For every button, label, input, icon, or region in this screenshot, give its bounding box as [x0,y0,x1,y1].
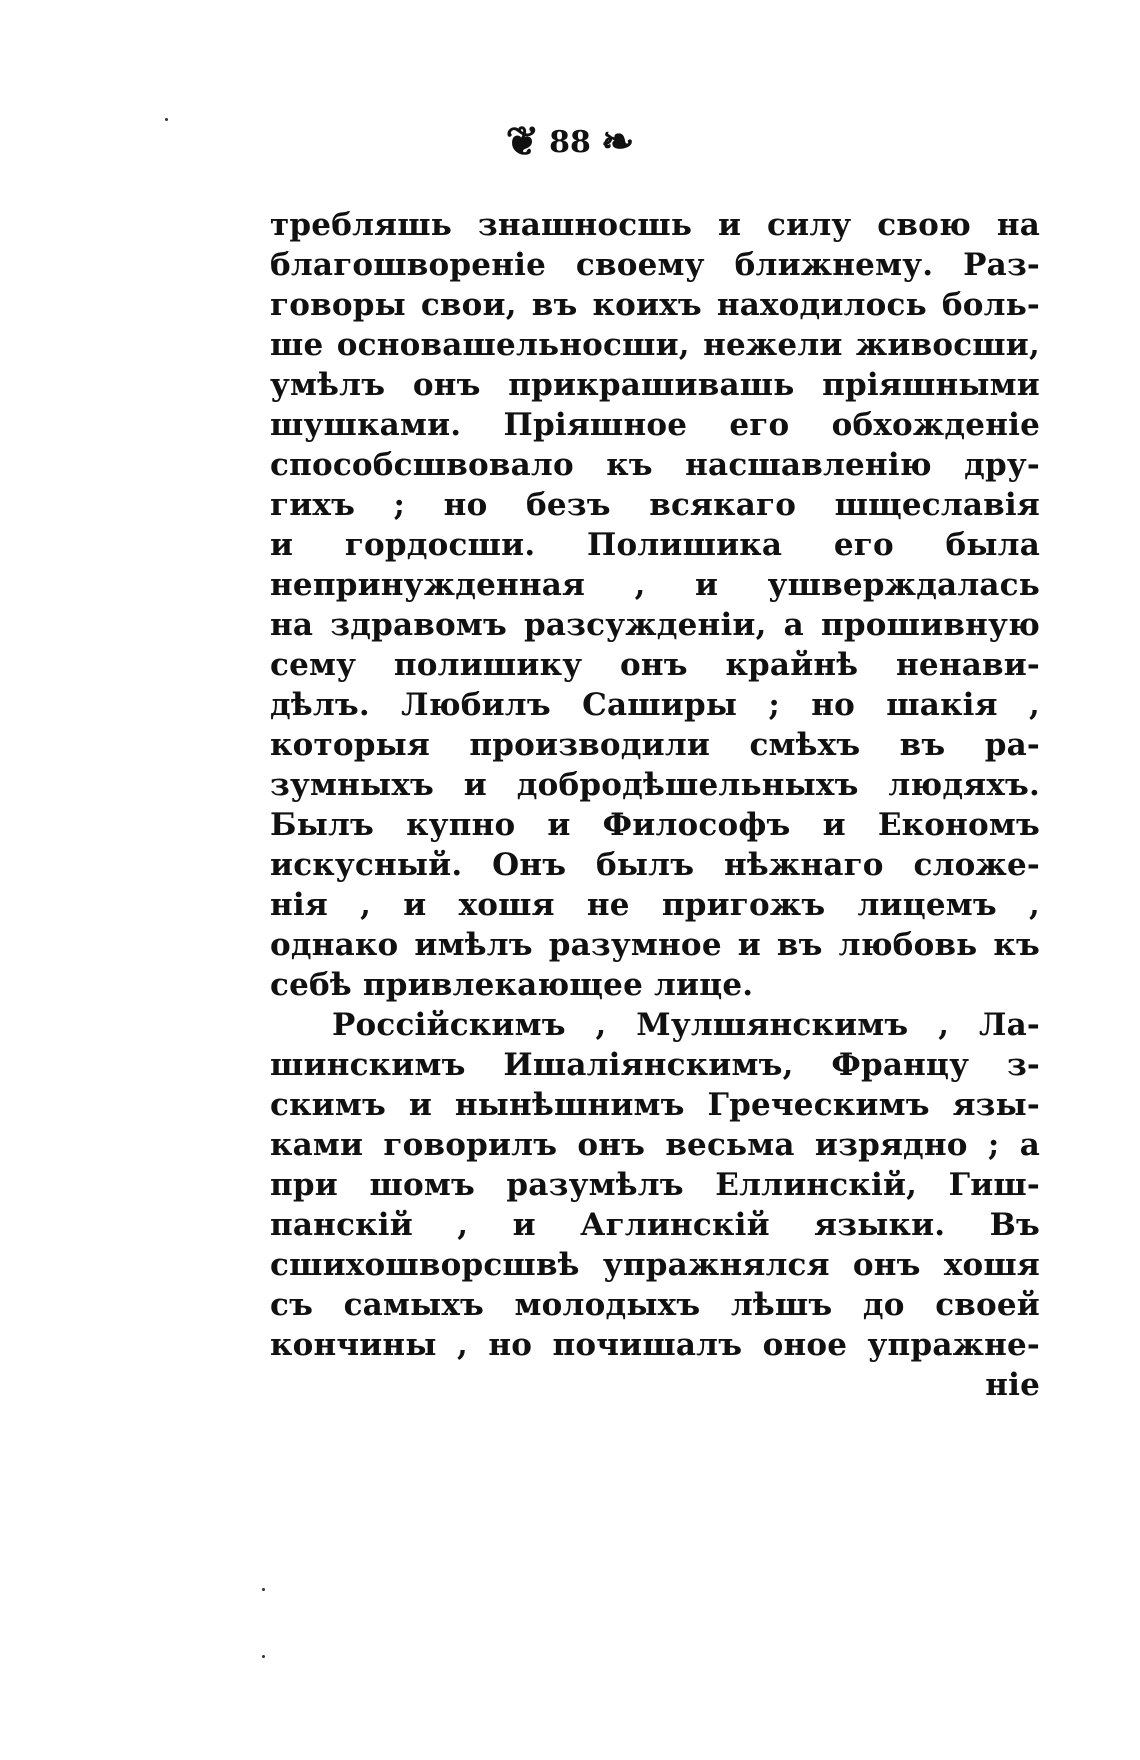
text-line: говоры свои, въ коихъ находилось боль- [270,287,1040,323]
text-line: скимъ и нынѣшнимъ Греческимъ язы- [270,1087,1040,1123]
ornament-left-icon: ❦ [505,118,540,165]
text-line: на здравомъ разсужденіи, а прошивную [270,607,1040,643]
print-speck [262,1588,265,1591]
text-line: сему полишику онъ крайнѣ ненави- [270,647,1040,683]
print-speck [165,118,168,121]
text-line: умѣлъ онъ прикрашивашь пріяшными [270,367,1040,403]
text-line: шинскимъ Ишаліянскимъ, Францу з- [270,1047,1040,1083]
catchword: ніе [985,1367,1040,1403]
text-line: дѣлъ. Любилъ Саширы ; но шакія , [270,687,1040,723]
text-line: ше основашельносши, нежели живосши, [270,327,1040,363]
text-line: нія , и хошя не пригожъ лицемъ , [270,887,1040,923]
text-line: сшихошворсшвѣ упражнялся онъ хошя [270,1247,1040,1283]
text-line: искусный. Онъ былъ нѣжнаго сложе- [270,847,1040,883]
ornament-right-icon: ❧ [600,118,635,165]
page-header [0,112,1140,172]
text-line: себѣ привлекающее лице. [270,967,754,1003]
text-line: и гордосши. Полишика его была [270,527,1040,563]
text-line: при шомъ разумѣлъ Еллинскій, Гиш- [270,1167,1040,1203]
text-line: способсшвовало къ насшавленію дру- [270,447,1040,483]
text-line: ками говорилъ онъ весьма изрядно ; а [270,1127,1040,1163]
page-number: 88 [549,124,591,160]
text-line: кончины , но почишалъ оное упражне- [270,1327,1040,1363]
text-line: непринужденная , и ушверждалась [270,567,1040,603]
text-line: Былъ купно и Философъ и Економъ [270,807,1040,843]
text-line: однако имѣлъ разумное и въ любовь къ [270,927,1040,963]
body-text [270,205,1040,1405]
text-line: которыя производили смѣхъ въ ра- [270,727,1040,763]
text-line: панскій , и Аглинскій языки. Въ [270,1207,1040,1243]
text-line: шушками. Пріяшное его обхожденіе [270,407,1040,443]
text-line: гихъ ; но безъ всякаго шщеславія [270,487,1040,523]
text-line: Россійскимъ , Мулшянскимъ , Ла- [332,1007,1040,1043]
text-line: благошвореніе своему ближнему. Раз- [270,247,1040,283]
text-line: съ самыхъ молодыхъ лѣшъ до своей [270,1287,1040,1323]
print-speck [262,1655,265,1658]
text-line: зумныхъ и добродѣшельныхъ людяхъ. [270,767,1040,803]
text-line: требляшь знашносшь и силу свою на [270,207,1040,243]
